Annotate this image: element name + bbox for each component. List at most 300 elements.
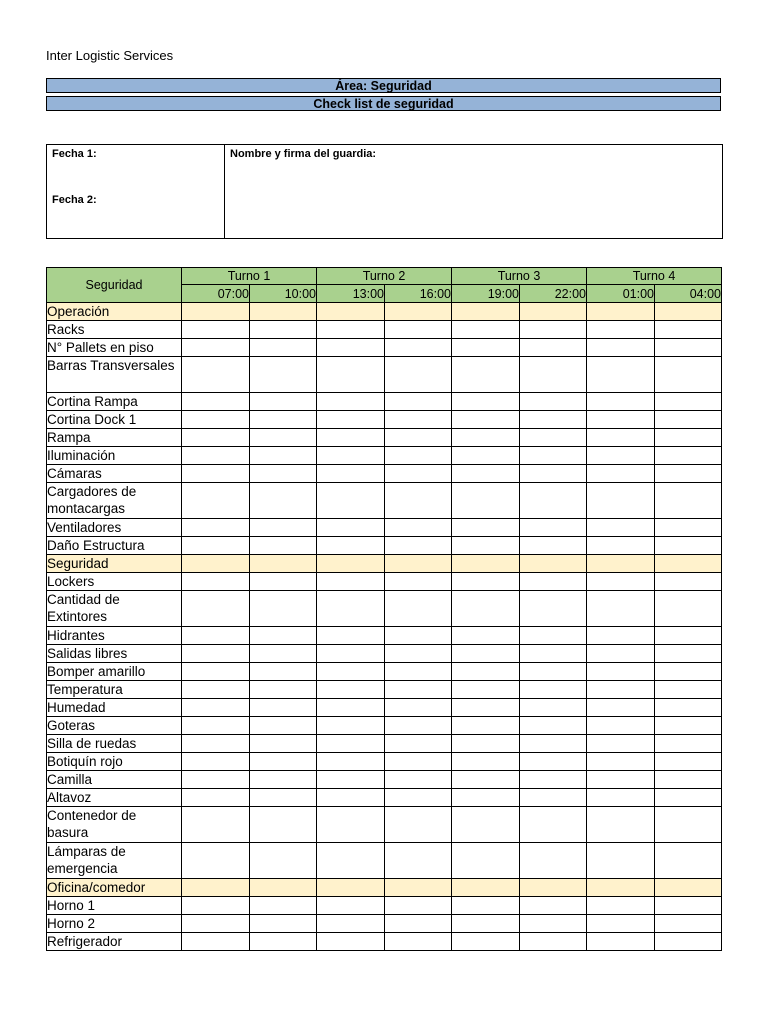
check-cell[interactable] [587, 411, 655, 429]
check-cell[interactable] [182, 447, 250, 465]
check-cell[interactable] [520, 555, 587, 573]
check-cell[interactable] [182, 591, 250, 627]
check-cell[interactable] [655, 663, 722, 681]
check-cell[interactable] [452, 843, 520, 879]
title-banner: Check list de seguridad [46, 96, 721, 111]
check-cell[interactable] [250, 843, 317, 879]
check-cell[interactable] [182, 699, 250, 717]
check-cell[interactable] [385, 681, 452, 699]
check-cell[interactable] [655, 681, 722, 699]
check-cell[interactable] [520, 771, 587, 789]
check-cell[interactable] [587, 339, 655, 357]
check-cell[interactable] [182, 879, 250, 897]
check-cell[interactable] [655, 897, 722, 915]
check-cell[interactable] [317, 753, 385, 771]
check-cell[interactable] [317, 429, 385, 447]
check-cell[interactable] [520, 321, 587, 339]
table-row [47, 807, 722, 843]
check-cell[interactable] [520, 645, 587, 663]
check-cell[interactable] [587, 357, 655, 393]
table-row [47, 321, 722, 339]
check-cell[interactable] [587, 915, 655, 933]
check-cell[interactable] [655, 411, 722, 429]
table-row [47, 699, 722, 717]
check-cell[interactable] [452, 357, 520, 393]
check-cell[interactable] [182, 411, 250, 429]
check-cell[interactable] [385, 807, 452, 843]
check-cell[interactable] [655, 843, 722, 879]
check-cell[interactable] [317, 699, 385, 717]
check-cell[interactable] [182, 627, 250, 645]
check-cell[interactable] [587, 573, 655, 591]
check-cell[interactable] [385, 933, 452, 951]
seguridad-column-header: Seguridad [47, 268, 182, 303]
check-cell[interactable] [452, 465, 520, 483]
time-header: 16:00 [385, 285, 452, 303]
check-cell[interactable] [250, 627, 317, 645]
check-cell[interactable] [452, 627, 520, 645]
check-cell[interactable] [452, 807, 520, 843]
check-cell[interactable] [655, 573, 722, 591]
check-cell[interactable] [655, 879, 722, 897]
check-cell[interactable] [182, 807, 250, 843]
check-cell[interactable] [520, 627, 587, 645]
check-cell[interactable] [385, 735, 452, 753]
check-cell[interactable] [250, 411, 317, 429]
check-cell[interactable] [250, 339, 317, 357]
check-cell[interactable] [520, 663, 587, 681]
check-cell[interactable] [182, 573, 250, 591]
check-cell[interactable] [385, 393, 452, 411]
check-cell[interactable] [655, 915, 722, 933]
check-cell[interactable] [317, 465, 385, 483]
check-cell[interactable] [655, 627, 722, 645]
check-cell[interactable] [182, 681, 250, 699]
item-label: Cortina Rampa [47, 393, 182, 411]
check-cell[interactable] [250, 591, 317, 627]
check-cell[interactable] [385, 897, 452, 915]
check-cell[interactable] [317, 807, 385, 843]
check-cell[interactable] [520, 879, 587, 897]
check-cell[interactable] [385, 483, 452, 519]
check-cell[interactable] [452, 321, 520, 339]
check-cell[interactable] [182, 537, 250, 555]
check-cell[interactable] [520, 573, 587, 591]
check-cell[interactable] [655, 483, 722, 519]
check-cell[interactable] [385, 699, 452, 717]
check-cell[interactable] [520, 483, 587, 519]
check-cell[interactable] [452, 753, 520, 771]
check-cell[interactable] [385, 717, 452, 735]
check-cell[interactable] [182, 645, 250, 663]
check-cell[interactable] [385, 753, 452, 771]
check-cell[interactable] [655, 591, 722, 627]
check-cell[interactable] [655, 699, 722, 717]
check-cell[interactable] [182, 753, 250, 771]
check-cell[interactable] [587, 807, 655, 843]
check-cell[interactable] [452, 393, 520, 411]
check-cell[interactable] [317, 789, 385, 807]
check-cell[interactable] [385, 573, 452, 591]
table-row [47, 717, 722, 735]
check-cell[interactable] [587, 555, 655, 573]
item-label: Daño Estructura [47, 537, 182, 555]
item-label: Refrigerador [47, 933, 182, 951]
check-cell[interactable] [182, 465, 250, 483]
check-cell[interactable] [520, 411, 587, 429]
check-cell[interactable] [587, 753, 655, 771]
check-cell[interactable] [655, 753, 722, 771]
check-cell[interactable] [182, 429, 250, 447]
check-cell[interactable] [520, 915, 587, 933]
item-label: Bomper amarillo [47, 663, 182, 681]
check-cell[interactable] [655, 429, 722, 447]
check-cell[interactable] [452, 663, 520, 681]
check-cell[interactable] [452, 771, 520, 789]
check-cell[interactable] [520, 465, 587, 483]
check-cell[interactable] [385, 303, 452, 321]
time-header: 10:00 [250, 285, 317, 303]
check-cell[interactable] [317, 843, 385, 879]
check-cell[interactable] [317, 321, 385, 339]
check-cell[interactable] [452, 483, 520, 519]
check-cell[interactable] [250, 915, 317, 933]
check-cell[interactable] [452, 717, 520, 735]
check-cell[interactable] [250, 735, 317, 753]
check-cell[interactable] [655, 339, 722, 357]
check-cell[interactable] [385, 663, 452, 681]
check-cell[interactable] [317, 681, 385, 699]
item-label: Silla de ruedas [47, 735, 182, 753]
check-cell[interactable] [520, 393, 587, 411]
time-header: 07:00 [182, 285, 250, 303]
check-cell[interactable] [250, 465, 317, 483]
check-cell[interactable] [520, 735, 587, 753]
check-cell[interactable] [250, 681, 317, 699]
item-label: Horno 2 [47, 915, 182, 933]
table-row [47, 483, 722, 519]
check-cell[interactable] [452, 303, 520, 321]
check-cell[interactable] [520, 357, 587, 393]
check-cell[interactable] [317, 933, 385, 951]
check-cell[interactable] [452, 537, 520, 555]
check-cell[interactable] [317, 411, 385, 429]
check-cell[interactable] [520, 807, 587, 843]
check-cell[interactable] [655, 537, 722, 555]
check-cell[interactable] [587, 393, 655, 411]
table-row [47, 339, 722, 357]
check-cell[interactable] [655, 771, 722, 789]
check-cell[interactable] [317, 303, 385, 321]
check-cell[interactable] [250, 429, 317, 447]
check-cell[interactable] [385, 411, 452, 429]
check-cell[interactable] [317, 717, 385, 735]
check-cell[interactable] [385, 645, 452, 663]
section-label: Oficina/comedor [47, 879, 182, 897]
check-cell[interactable] [587, 645, 655, 663]
check-cell[interactable] [520, 681, 587, 699]
check-cell[interactable] [250, 807, 317, 843]
check-cell[interactable] [452, 519, 520, 537]
check-cell[interactable] [655, 555, 722, 573]
check-cell[interactable] [250, 645, 317, 663]
item-label: Humedad [47, 699, 182, 717]
item-label: Lockers [47, 573, 182, 591]
check-cell[interactable] [317, 591, 385, 627]
check-cell[interactable] [452, 573, 520, 591]
check-cell[interactable] [385, 555, 452, 573]
check-cell[interactable] [587, 717, 655, 735]
check-cell[interactable] [182, 357, 250, 393]
check-cell[interactable] [317, 393, 385, 411]
check-cell[interactable] [655, 807, 722, 843]
check-cell[interactable] [452, 735, 520, 753]
item-label: Lámparas de emergencia [47, 843, 182, 879]
check-cell[interactable] [520, 303, 587, 321]
section-row [47, 303, 722, 321]
check-cell[interactable] [250, 789, 317, 807]
check-cell[interactable] [452, 555, 520, 573]
check-cell[interactable] [655, 933, 722, 951]
check-cell[interactable] [452, 681, 520, 699]
item-label: Iluminación [47, 447, 182, 465]
check-cell[interactable] [655, 735, 722, 753]
check-cell[interactable] [655, 789, 722, 807]
item-label: Cargadores de montacargas [47, 483, 182, 519]
check-cell[interactable] [452, 699, 520, 717]
item-label: Ventiladores [47, 519, 182, 537]
check-cell[interactable] [587, 879, 655, 897]
check-cell[interactable] [385, 519, 452, 537]
check-cell[interactable] [520, 843, 587, 879]
check-cell[interactable] [182, 555, 250, 573]
table-row [47, 465, 722, 483]
check-cell[interactable] [317, 573, 385, 591]
check-cell[interactable] [317, 555, 385, 573]
check-cell[interactable] [182, 303, 250, 321]
check-cell[interactable] [520, 537, 587, 555]
check-cell[interactable] [250, 753, 317, 771]
check-cell[interactable] [250, 447, 317, 465]
check-cell[interactable] [250, 699, 317, 717]
check-cell[interactable] [587, 303, 655, 321]
check-cell[interactable] [520, 591, 587, 627]
checklist-body [47, 303, 722, 951]
check-cell[interactable] [655, 645, 722, 663]
time-header: 22:00 [520, 285, 587, 303]
check-cell[interactable] [587, 735, 655, 753]
check-cell[interactable] [655, 519, 722, 537]
table-row [47, 411, 722, 429]
check-cell[interactable] [182, 897, 250, 915]
check-cell[interactable] [385, 447, 452, 465]
table-row [47, 519, 722, 537]
check-cell[interactable] [587, 771, 655, 789]
check-cell[interactable] [587, 519, 655, 537]
check-cell[interactable] [250, 771, 317, 789]
check-cell[interactable] [587, 933, 655, 951]
check-cell[interactable] [182, 915, 250, 933]
check-cell[interactable] [385, 465, 452, 483]
check-cell[interactable] [182, 519, 250, 537]
check-cell[interactable] [452, 879, 520, 897]
check-cell[interactable] [317, 627, 385, 645]
section-row [47, 555, 722, 573]
check-cell[interactable] [182, 483, 250, 519]
check-cell[interactable] [250, 537, 317, 555]
turno-2-header: Turno 2 [317, 268, 452, 285]
check-cell[interactable] [182, 321, 250, 339]
check-cell[interactable] [587, 681, 655, 699]
check-cell[interactable] [385, 429, 452, 447]
item-label: N° Pallets en piso [47, 339, 182, 357]
turno-1-header: Turno 1 [182, 268, 317, 285]
check-cell[interactable] [587, 789, 655, 807]
check-cell[interactable] [587, 627, 655, 645]
check-cell[interactable] [182, 393, 250, 411]
check-cell[interactable] [452, 429, 520, 447]
check-cell[interactable] [587, 897, 655, 915]
check-cell[interactable] [317, 771, 385, 789]
check-cell[interactable] [317, 519, 385, 537]
item-label: Altavoz [47, 789, 182, 807]
check-cell[interactable] [182, 771, 250, 789]
check-cell[interactable] [587, 663, 655, 681]
check-cell[interactable] [452, 933, 520, 951]
check-cell[interactable] [385, 789, 452, 807]
check-cell[interactable] [520, 339, 587, 357]
check-cell[interactable] [587, 321, 655, 339]
check-cell[interactable] [250, 663, 317, 681]
check-cell[interactable] [250, 555, 317, 573]
check-cell[interactable] [317, 483, 385, 519]
table-row [47, 771, 722, 789]
check-cell[interactable] [655, 321, 722, 339]
check-cell[interactable] [250, 357, 317, 393]
check-cell[interactable] [520, 753, 587, 771]
check-cell[interactable] [452, 339, 520, 357]
check-cell[interactable] [317, 735, 385, 753]
check-cell[interactable] [520, 699, 587, 717]
check-cell[interactable] [317, 339, 385, 357]
table-row [47, 447, 722, 465]
check-cell[interactable] [587, 483, 655, 519]
table-row [47, 393, 722, 411]
check-cell[interactable] [250, 321, 317, 339]
check-cell[interactable] [250, 717, 317, 735]
check-cell[interactable] [317, 663, 385, 681]
check-cell[interactable] [317, 357, 385, 393]
check-cell[interactable] [385, 591, 452, 627]
check-cell[interactable] [182, 789, 250, 807]
check-cell[interactable] [385, 339, 452, 357]
check-cell[interactable] [587, 537, 655, 555]
check-cell[interactable] [385, 321, 452, 339]
check-cell[interactable] [655, 717, 722, 735]
check-cell[interactable] [250, 303, 317, 321]
check-cell[interactable] [317, 447, 385, 465]
check-cell[interactable] [182, 717, 250, 735]
check-cell[interactable] [520, 789, 587, 807]
check-cell[interactable] [655, 393, 722, 411]
table-row [47, 645, 722, 663]
check-cell[interactable] [385, 771, 452, 789]
check-cell[interactable] [655, 447, 722, 465]
table-row [47, 537, 722, 555]
time-header: 19:00 [452, 285, 520, 303]
check-cell[interactable] [182, 843, 250, 879]
check-cell[interactable] [385, 915, 452, 933]
check-cell[interactable] [182, 933, 250, 951]
check-cell[interactable] [452, 897, 520, 915]
check-cell[interactable] [317, 915, 385, 933]
check-cell[interactable] [250, 573, 317, 591]
check-cell[interactable] [182, 339, 250, 357]
signature-divider [224, 145, 225, 238]
check-cell[interactable] [452, 591, 520, 627]
check-cell[interactable] [250, 393, 317, 411]
check-cell[interactable] [655, 303, 722, 321]
check-cell[interactable] [250, 483, 317, 519]
time-header: 01:00 [587, 285, 655, 303]
check-cell[interactable] [520, 717, 587, 735]
check-cell[interactable] [182, 663, 250, 681]
table-row [47, 681, 722, 699]
check-cell[interactable] [452, 411, 520, 429]
check-cell[interactable] [250, 933, 317, 951]
check-cell[interactable] [385, 537, 452, 555]
check-cell[interactable] [520, 897, 587, 915]
check-cell[interactable] [385, 843, 452, 879]
turno-3-header: Turno 3 [452, 268, 587, 285]
table-row [47, 357, 722, 393]
check-cell[interactable] [655, 357, 722, 393]
table-row [47, 753, 722, 771]
check-cell[interactable] [317, 537, 385, 555]
check-cell[interactable] [250, 897, 317, 915]
check-cell[interactable] [452, 789, 520, 807]
check-cell[interactable] [587, 447, 655, 465]
check-cell[interactable] [250, 519, 317, 537]
check-cell[interactable] [452, 645, 520, 663]
item-label: Temperatura [47, 681, 182, 699]
check-cell[interactable] [520, 933, 587, 951]
check-cell[interactable] [317, 645, 385, 663]
turno-4-header: Turno 4 [587, 268, 722, 285]
check-cell[interactable] [520, 447, 587, 465]
check-cell[interactable] [385, 879, 452, 897]
check-cell[interactable] [317, 897, 385, 915]
check-cell[interactable] [587, 465, 655, 483]
check-cell[interactable] [587, 843, 655, 879]
item-label: Salidas libres [47, 645, 182, 663]
check-cell[interactable] [385, 627, 452, 645]
check-cell[interactable] [250, 879, 317, 897]
time-header: 04:00 [655, 285, 722, 303]
check-cell[interactable] [452, 915, 520, 933]
check-cell[interactable] [385, 357, 452, 393]
check-cell[interactable] [587, 699, 655, 717]
check-cell[interactable] [317, 879, 385, 897]
check-cell[interactable] [520, 519, 587, 537]
check-cell[interactable] [587, 591, 655, 627]
check-cell[interactable] [452, 447, 520, 465]
check-cell[interactable] [587, 429, 655, 447]
check-cell[interactable] [182, 735, 250, 753]
check-cell[interactable] [655, 465, 722, 483]
table-row [47, 843, 722, 879]
check-cell[interactable] [520, 429, 587, 447]
